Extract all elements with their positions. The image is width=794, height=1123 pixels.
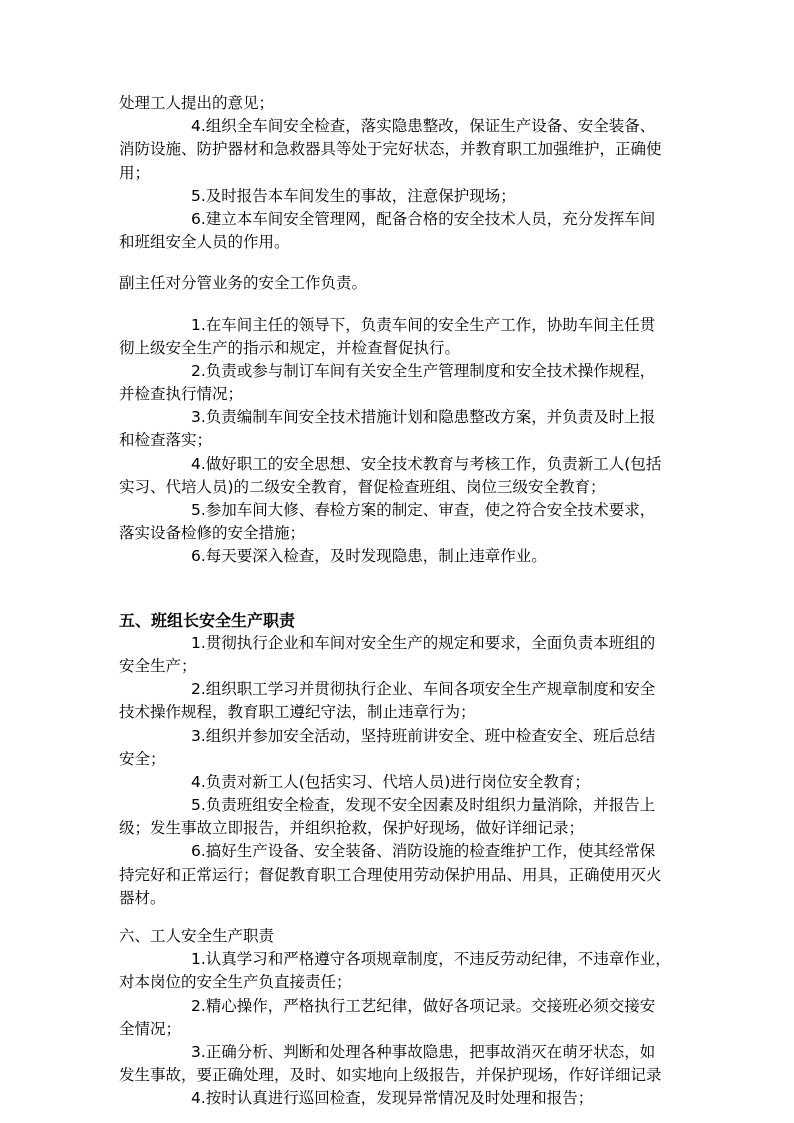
text-line: 技术操作规程，教育职工遵纪守法，制止违章行为； [119, 703, 476, 722]
list-item: 4.负责对新工人(包括实习、代培人员)进行岗位安全教育； [191, 772, 590, 791]
text-line: 并检查执行情况； [119, 385, 244, 404]
spacer [119, 569, 681, 609]
list-item: 1.在车间主任的领导下，负责车间的安全生产工作，协助车间主任贯 [191, 315, 656, 334]
text-line: 器材。 [119, 888, 166, 907]
text-line: 消防设施、防护器材和急救器具等处于完好状态，并教育职工加强维护，正确使 [119, 140, 662, 159]
text-line: 发生事故，要正确处理，及时、如实地向上级报告，并保护现场，作好详细记录 [119, 1066, 662, 1085]
list-item: 4.做好职工的安全思想、安全技术教育与考核工作，负责新工人(包括 [191, 454, 662, 473]
spacer [119, 296, 681, 314]
spacer [119, 254, 681, 272]
list-item: 4.按时认真进行巡回检查，发现异常情况及时处理和报告； [191, 1089, 594, 1108]
section-heading: 五、班组长安全生产职责 [119, 610, 296, 630]
list-item: 5.负责班组安全检查，发现不安全因素及时组织力量消除，并报告上 [191, 796, 656, 815]
list-item: 6.每天要深入检查，及时发现隐患，制止违章作业。 [191, 547, 547, 566]
list-item: 1.贯彻执行企业和车间对安全生产的规定和要求，全面负责本班组的 [191, 633, 656, 652]
text-line: 用； [119, 163, 151, 182]
document-page [119, 92, 681, 1111]
list-item: 6.搞好生产设备、安全装备、消防设施的检查维护工作，使其经常保 [191, 842, 656, 861]
text-line: 和检查落实； [119, 431, 213, 450]
list-item: 4.组织全车间安全检查，落实隐患整改，保证生产设备、安全装备、 [191, 117, 656, 136]
list-item: 5.参加车间大修、春检方案的制定、审查，使之符合安全技术要求， [191, 501, 656, 519]
list-item: 2.精心操作，严格执行工艺纪律，做好各项记录。交接班必须交接安 [191, 996, 656, 1015]
list-item: 1.认真学习和严格遵守各项规章制度，不违反劳动纪律，不违章作业， [191, 950, 671, 969]
spacer [119, 910, 681, 925]
text-line: 持完好和正常运行；督促教育职工合理使用劳动保护用品、用具，正确使用灭火 [119, 865, 662, 884]
list-item: 3.正确分析、判断和处理各种事故隐患，把事故消灭在萌牙状态，如 [191, 1042, 656, 1061]
text-line: 彻上级安全生产的指示和规定，并检查督促执行。 [119, 338, 461, 357]
text-line: 级；发生事故立即报告，并组织抢救，保护好现场，做好详细记录； [119, 819, 585, 838]
text-line: 安全生产； [119, 656, 197, 675]
list-item: 3.负责编制车间安全技术措施计划和隐患整改方案，并负责及时上报 [191, 408, 656, 427]
list-item: 3.组织并参加安全活动，坚持班前讲安全、班中检查安全、班后总结 [191, 726, 656, 745]
text-line: 处理工人提出的意见； [119, 94, 275, 112]
list-item: 6.建立本车间安全管理网，配备合格的安全技术人员，充分发挥车间 [191, 209, 656, 228]
text-line: 全情况； [119, 1019, 182, 1038]
text-line: 落实设备检修的安全措施； [119, 524, 306, 543]
text-line: 和班组安全人员的作用。 [119, 233, 290, 252]
text-line: 实习、代培人员)的二级安全教育，督促检查班组、岗位三级安全教育； [119, 477, 606, 496]
list-item: 2.组织职工学习并贯彻执行企业、车间各项安全生产规章制度和安全 [191, 680, 656, 699]
text-line: 对本岗位的安全生产负直接责任； [119, 973, 352, 992]
section-heading: 六、工人安全生产职责 [119, 927, 275, 945]
list-item: 5.及时报告本车间发生的事故，注意保护现场； [191, 186, 516, 205]
list-item: 2.负责或参与制订车间有关安全生产管理制度和安全技术操作规程， [191, 361, 656, 380]
text-line: 安全； [119, 749, 166, 768]
paragraph: 副主任对分管业务的安全工作负责。 [119, 274, 368, 293]
